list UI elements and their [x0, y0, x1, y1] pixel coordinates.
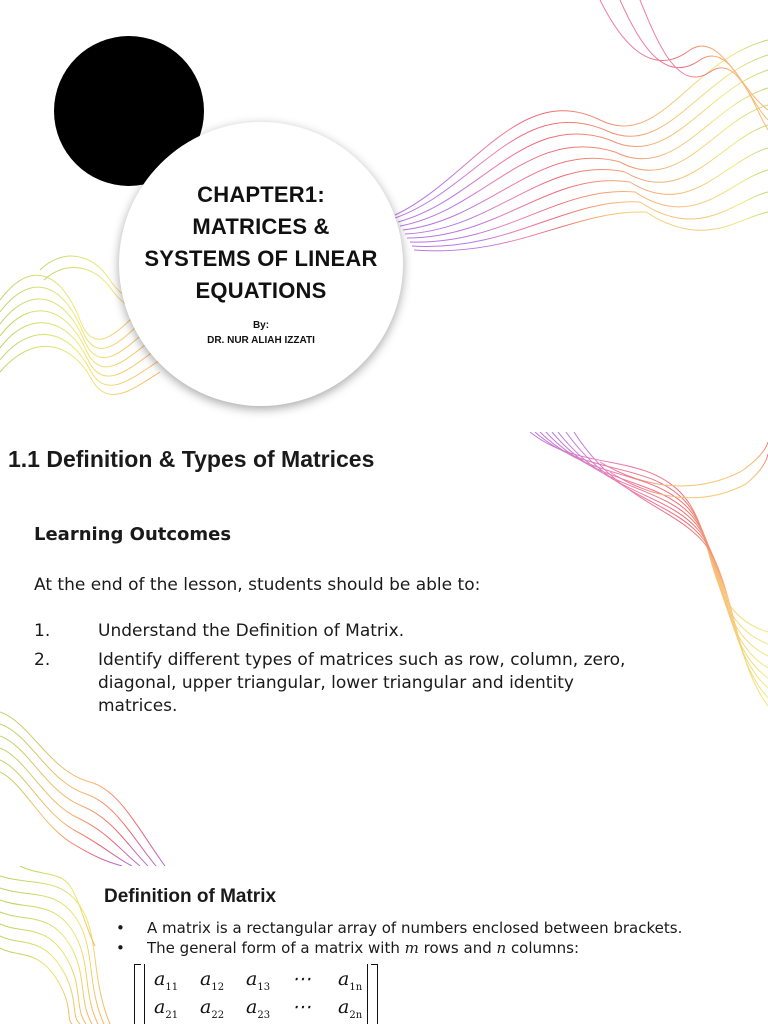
title-line: SYSTEMS OF LINEAR	[144, 246, 378, 271]
matrix-row	[154, 996, 384, 1021]
slide-title	[119, 179, 403, 307]
matrix-entry: ⋯	[292, 968, 311, 990]
list-text: Understand the Definition of Matrix.	[98, 621, 405, 641]
matrix-entry: $a_{1n}$	[338, 968, 363, 993]
outcomes-list	[34, 620, 654, 724]
matrix-row	[154, 968, 384, 993]
list-number: 1.	[34, 621, 51, 641]
matrix-entry: $a_{12}$	[200, 968, 225, 993]
variable-n: n	[496, 939, 507, 957]
bullet-marker: •	[116, 919, 125, 937]
section-heading: 1.1 Definition & Types of Matrices	[8, 446, 375, 472]
list-text: Identify different types of matrices such as row, column, zero, diagonal, upper triangular, lower triangular and identity matrices.	[98, 650, 626, 716]
matrix-entry: $a_{2n}$	[338, 996, 363, 1021]
author-name: DR. NUR ALIAH IZZATI	[207, 335, 315, 346]
list-item	[116, 918, 682, 938]
matrix-entry: $a_{11}$	[154, 968, 179, 993]
learning-outcomes-slide	[0, 432, 768, 866]
learning-outcomes-heading: Learning Outcomes	[34, 524, 232, 545]
by-label: By:	[252, 320, 270, 331]
bullet-text: The general form of a matrix with m rows and n columns:	[147, 939, 580, 957]
matrix-entry: ⋯	[292, 996, 311, 1018]
matrix-bracket-left-outer	[134, 964, 141, 1024]
definition-heading: Definition of Matrix	[104, 886, 277, 907]
bullet-text: A matrix is a rectangular array of numbers enclosed between brackets.	[147, 919, 683, 937]
list-number: 2.	[34, 650, 51, 670]
definition-slide	[0, 866, 768, 1024]
general-matrix	[134, 962, 378, 1024]
title-line: CHAPTER1:	[197, 182, 325, 207]
list-item	[116, 938, 682, 958]
matrix-entry: $a_{23}$	[246, 996, 271, 1021]
title-slide	[0, 0, 768, 432]
title-line: EQUATIONS	[195, 278, 327, 303]
matrix-entry: $a_{22}$	[200, 996, 225, 1021]
list-item	[34, 649, 654, 718]
intro-text: At the end of the lesson, students should be able to:	[34, 575, 481, 595]
matrix-entry: $a_{21}$	[154, 996, 179, 1021]
bullet-marker: •	[116, 939, 125, 957]
title-circle	[119, 122, 403, 406]
definition-bullets	[116, 918, 682, 958]
matrix-bracket-left	[144, 964, 145, 1024]
variable-m: m	[404, 939, 419, 957]
matrix-entry: $a_{13}$	[246, 968, 271, 993]
title-line: MATRICES &	[192, 214, 330, 239]
list-item	[34, 620, 654, 643]
